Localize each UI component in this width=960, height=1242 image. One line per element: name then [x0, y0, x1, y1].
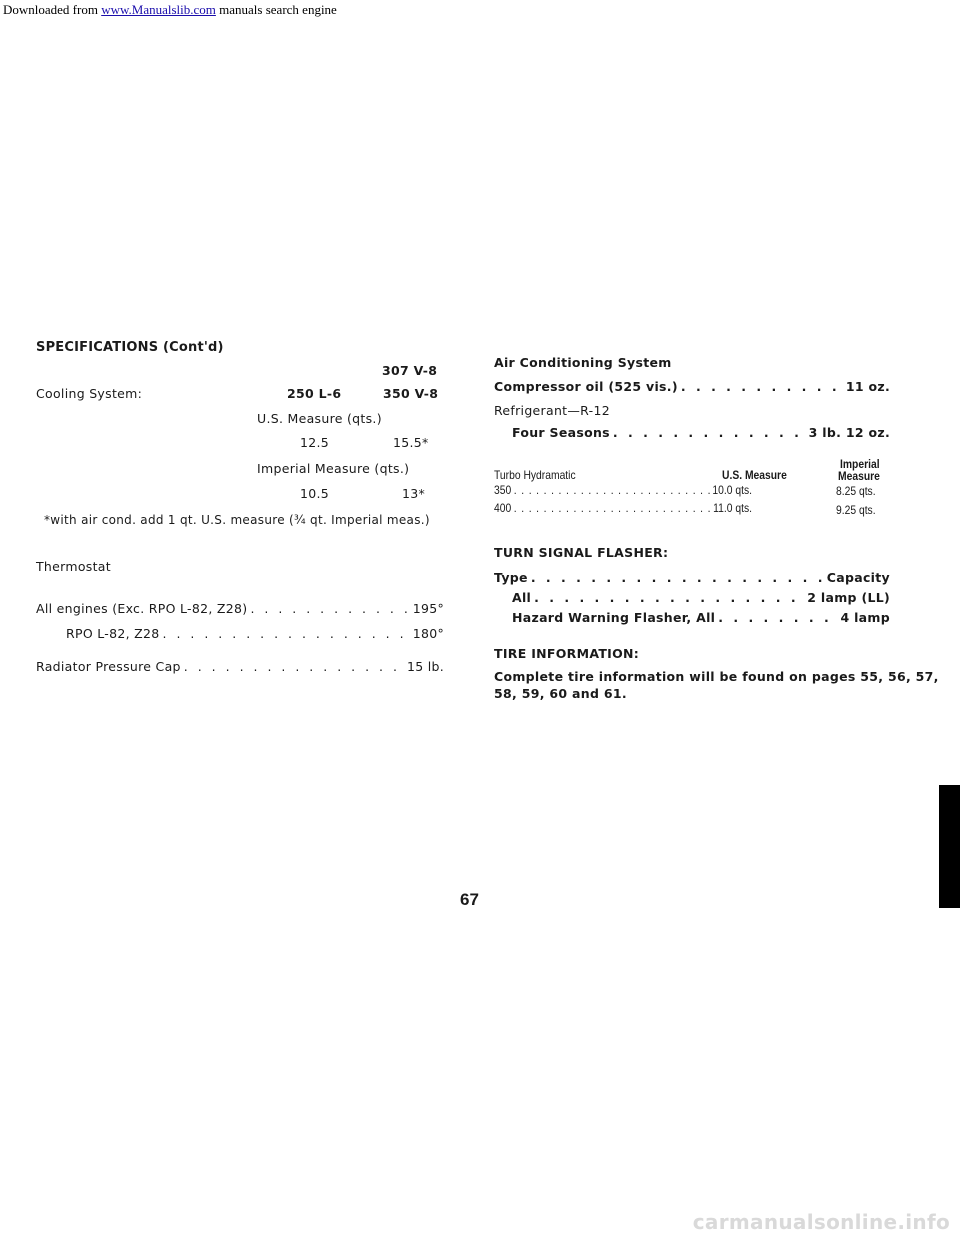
col-250-header: 250 L-6: [287, 386, 342, 401]
imperial-measure-label: Imperial Measure (qts.): [257, 461, 410, 476]
dot-leader: [250, 601, 409, 616]
compressor-row: [494, 379, 890, 394]
type-label: Type: [494, 570, 528, 585]
dot-leader: [184, 659, 404, 674]
type-row: [494, 570, 890, 585]
turbo-hydramatic-label: Turbo Hydramatic: [494, 468, 576, 482]
dot-leader: [613, 425, 806, 440]
col-350-header: 350 V-8: [383, 386, 439, 401]
banner-prefix: Downloaded from: [3, 2, 102, 17]
ac-system-title: Air Conditioning System: [494, 355, 672, 370]
turbo-imp-value: 8.25 qts.: [836, 484, 876, 498]
all-label: All: [512, 590, 532, 605]
specifications-title: SPECIFICATIONS (Cont'd): [36, 340, 224, 355]
page-number: 67: [460, 890, 479, 909]
turn-signal-title: TURN SIGNAL FLASHER:: [494, 545, 669, 560]
rpo-value: 180°: [412, 626, 444, 641]
compressor-label: Compressor oil (525 vis.): [494, 379, 678, 394]
tire-info-line-1: Complete tire information will be found on pages 55, 56, 57,: [494, 669, 939, 684]
turbo-us-value: 11.0 qts.: [713, 501, 752, 515]
us-350-value: 15.5*: [393, 435, 429, 450]
cooling-system-label: Cooling System:: [36, 386, 143, 401]
turbo-row-400: [494, 501, 752, 515]
radiator-row: [36, 659, 444, 674]
rpo-label: RPO L-82, Z28: [66, 626, 160, 641]
hazard-label: Hazard Warning Flasher, All: [512, 610, 716, 625]
hazard-value: 4 lamp: [840, 610, 890, 625]
air-cond-footnote: *with air cond. add 1 qt. U.S. measure (¾ qt. Imperial meas.): [44, 513, 430, 527]
us-measure-label: U.S. Measure (qts.): [257, 411, 382, 426]
turbo-us-value: 10.0 qts.: [712, 483, 752, 497]
all-engines-row: [36, 601, 444, 616]
all-engines-value: 195°: [412, 601, 444, 616]
col-307-header: 307 V-8: [382, 363, 438, 378]
rpo-row: [66, 626, 444, 641]
four-seasons-row: [512, 425, 890, 440]
radiator-value: 15 lb.: [406, 659, 444, 674]
banner-suffix: manuals search engine: [215, 2, 337, 17]
dot-leader: [718, 610, 837, 625]
hazard-row: [512, 610, 890, 625]
imperial-header-1-text: Imperial: [840, 457, 880, 471]
thermostat-label: Thermostat: [36, 559, 111, 574]
side-bar-marker: [939, 785, 960, 908]
dot-leader: [163, 626, 410, 641]
tire-info-line-2: 58, 59, 60 and 61.: [494, 686, 627, 701]
all-value: 2 lamp (LL): [807, 590, 890, 605]
us-250-value: 12.5: [300, 435, 330, 450]
manualslib-link[interactable]: www.Manualslib.com: [101, 2, 216, 17]
turbo-row-350: [494, 483, 752, 497]
four-seasons-label: Four Seasons: [512, 425, 610, 440]
us-measure-header: U.S. Measure: [722, 468, 787, 482]
watermark: carmanualsonline.info: [692, 1210, 950, 1234]
refrigerant-label: Refrigerant—R-12: [494, 403, 610, 418]
dot-leader: [514, 483, 710, 497]
compressor-value: 11 oz.: [845, 379, 890, 394]
dot-leader: [681, 379, 843, 394]
turbo-model: 350: [494, 483, 512, 497]
turbo-imp-value: 9.25 qts.: [836, 503, 876, 517]
dot-leader: [514, 501, 711, 515]
tire-info-title: TIRE INFORMATION:: [494, 646, 640, 661]
imp-350-value: 13*: [402, 486, 426, 501]
radiator-label: Radiator Pressure Cap: [36, 659, 181, 674]
dot-leader: [531, 570, 824, 585]
four-seasons-value: 3 lb. 12 oz.: [808, 425, 890, 440]
imperial-header-2: Measure: [838, 469, 880, 483]
all-engines-label: All engines (Exc. RPO L-82, Z28): [36, 601, 248, 616]
download-banner: [3, 2, 337, 18]
turbo-model: 400: [494, 501, 512, 515]
all-row: [512, 590, 890, 605]
imp-250-value: 10.5: [300, 486, 330, 501]
type-value: Capacity: [826, 570, 890, 585]
dot-leader: [534, 590, 804, 605]
